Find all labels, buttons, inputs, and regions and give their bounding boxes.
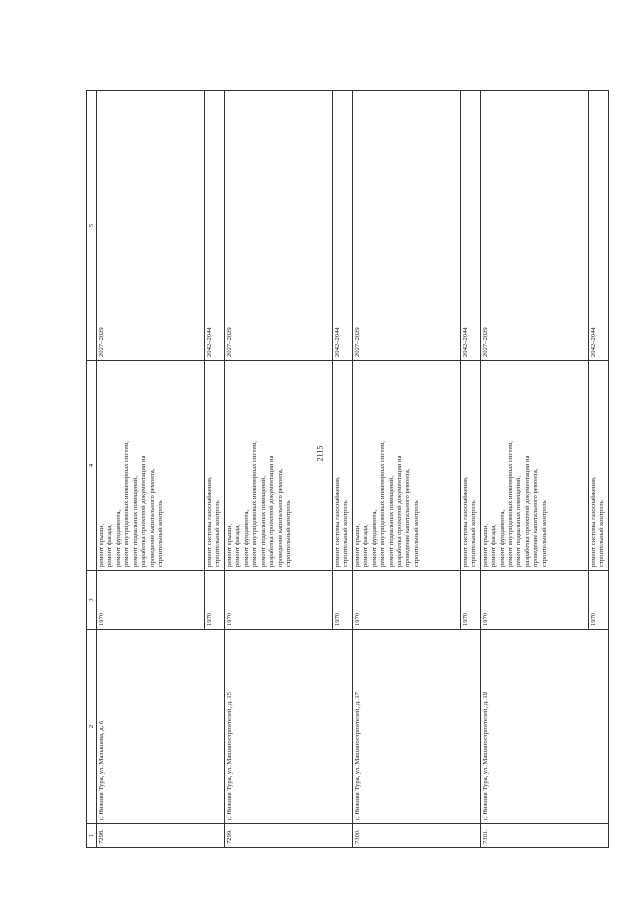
work-item: строительный контроль: [214, 500, 222, 567]
work-item: разработка проектной документации на: [395, 455, 403, 567]
repair-period: 2027–2029: [352, 91, 460, 361]
work-item: ремонт системы газоснабжения,: [589, 476, 597, 567]
work-item: ремонт фасада,: [106, 524, 114, 567]
work-item: проведение капитального ремонта,: [148, 468, 156, 567]
row-number: 7301.: [480, 824, 608, 848]
work-item: разработка проектной документации на: [268, 455, 276, 567]
build-year: 1970: [588, 571, 608, 630]
table-row: [97, 91, 205, 848]
address: г. Нижняя Тура, ул. Машиностроителей, д. 15: [224, 630, 352, 824]
build-year: 1970: [352, 571, 460, 630]
header-cell-year: 3: [87, 571, 97, 630]
work-item: ремонт системы газоснабжения,: [461, 476, 469, 567]
header-cell-number: 1: [87, 824, 97, 848]
work-item: строительный контроль: [342, 500, 350, 567]
repair-period: 2042–2044: [332, 91, 352, 361]
repair-period: 2027–2029: [480, 91, 588, 361]
work-item: разработка проектной документации на: [523, 455, 531, 567]
table-row: [224, 91, 332, 848]
work-item: ремонт системы газоснабжения,: [333, 476, 341, 567]
header-row: [87, 91, 97, 848]
work-item: ремонт крыши,: [98, 524, 105, 567]
works-list: [205, 361, 225, 571]
table-row: [352, 91, 460, 848]
page-number-text: 2115: [315, 445, 325, 461]
repair-period: 2042–2044: [460, 91, 480, 361]
work-item: ремонт подвальных помещений,: [515, 476, 523, 567]
table-row: [480, 91, 588, 848]
repair-period: 2042–2044: [588, 91, 608, 361]
work-item: ремонт внутридомовых инженерных систем,: [251, 440, 259, 567]
work-item: ремонт фасада,: [234, 524, 242, 567]
work-item: ремонт внутридомовых инженерных систем,: [123, 440, 131, 567]
work-item: строительный контроль: [157, 500, 165, 567]
row-number: 7300.: [352, 824, 480, 848]
repair-schedule-table: [86, 90, 609, 848]
work-item: ремонт подвальных помещений,: [387, 476, 395, 567]
work-item: строительный контроль: [284, 500, 292, 567]
work-item: проведение капитального ремонта,: [532, 468, 540, 567]
work-item: ремонт фундамента,: [242, 509, 250, 567]
works-list: [332, 361, 352, 571]
work-item: строительный контроль: [412, 500, 420, 567]
repair-period: 2042–2044: [205, 91, 225, 361]
build-year: 1970: [480, 571, 588, 630]
repair-period: 2027–2029: [97, 91, 205, 361]
rotated-table-wrapper: [86, 91, 606, 848]
row-number: 7298.: [97, 824, 225, 848]
row-number: 7299.: [224, 824, 352, 848]
repair-period: 2027–2029: [224, 91, 332, 361]
work-item: ремонт фундамента,: [114, 509, 122, 567]
work-item: строительный контроль: [598, 500, 606, 567]
work-item: ремонт системы газоснабжения,: [206, 476, 213, 567]
address: г. Нижняя Тура, ул. Машиностроителей, д. 17: [352, 630, 480, 824]
work-item: ремонт внутридомовых инженерных систем,: [379, 440, 387, 567]
address: г. Нижняя Тура, ул. Малышева, д. 6: [97, 630, 225, 824]
work-item: ремонт фасада,: [362, 524, 370, 567]
works-list: [460, 361, 480, 571]
work-item: ремонт крыши,: [481, 524, 489, 567]
work-item: ремонт подвальных помещений,: [259, 476, 267, 567]
build-year: 1970: [97, 571, 205, 630]
table-body: [87, 91, 609, 848]
work-item: строительный контроль: [470, 500, 478, 567]
build-year: 1970: [460, 571, 480, 630]
works-list: [224, 361, 332, 571]
work-item: строительный контроль: [540, 500, 548, 567]
work-item: ремонт фундамента,: [498, 509, 506, 567]
header-cell-works: 4: [87, 361, 97, 571]
works-list: [480, 361, 588, 571]
address: г. Нижняя Тура, ул. Машиностроителей, д. 19: [480, 630, 608, 824]
work-item: ремонт подвальных помещений,: [131, 476, 139, 567]
build-year: 1970: [205, 571, 225, 630]
header-cell-period: 5: [87, 91, 97, 361]
works-list: [352, 361, 460, 571]
work-item: ремонт крыши,: [353, 524, 361, 567]
works-list: [588, 361, 608, 571]
header-cell-address: 2: [87, 630, 97, 824]
work-item: разработка проектной документации на: [140, 455, 148, 567]
work-item: проведение капитального ремонта,: [276, 468, 284, 567]
work-item: ремонт крыши,: [225, 524, 233, 567]
build-year: 1970: [224, 571, 332, 630]
work-item: ремонт фундамента,: [370, 509, 378, 567]
build-year: 1970: [332, 571, 352, 630]
work-item: ремонт фасада,: [490, 524, 498, 567]
work-item: ремонт внутридомовых инженерных систем,: [506, 440, 514, 567]
works-list: [97, 361, 205, 571]
work-item: проведение капитального ремонта,: [404, 468, 412, 567]
